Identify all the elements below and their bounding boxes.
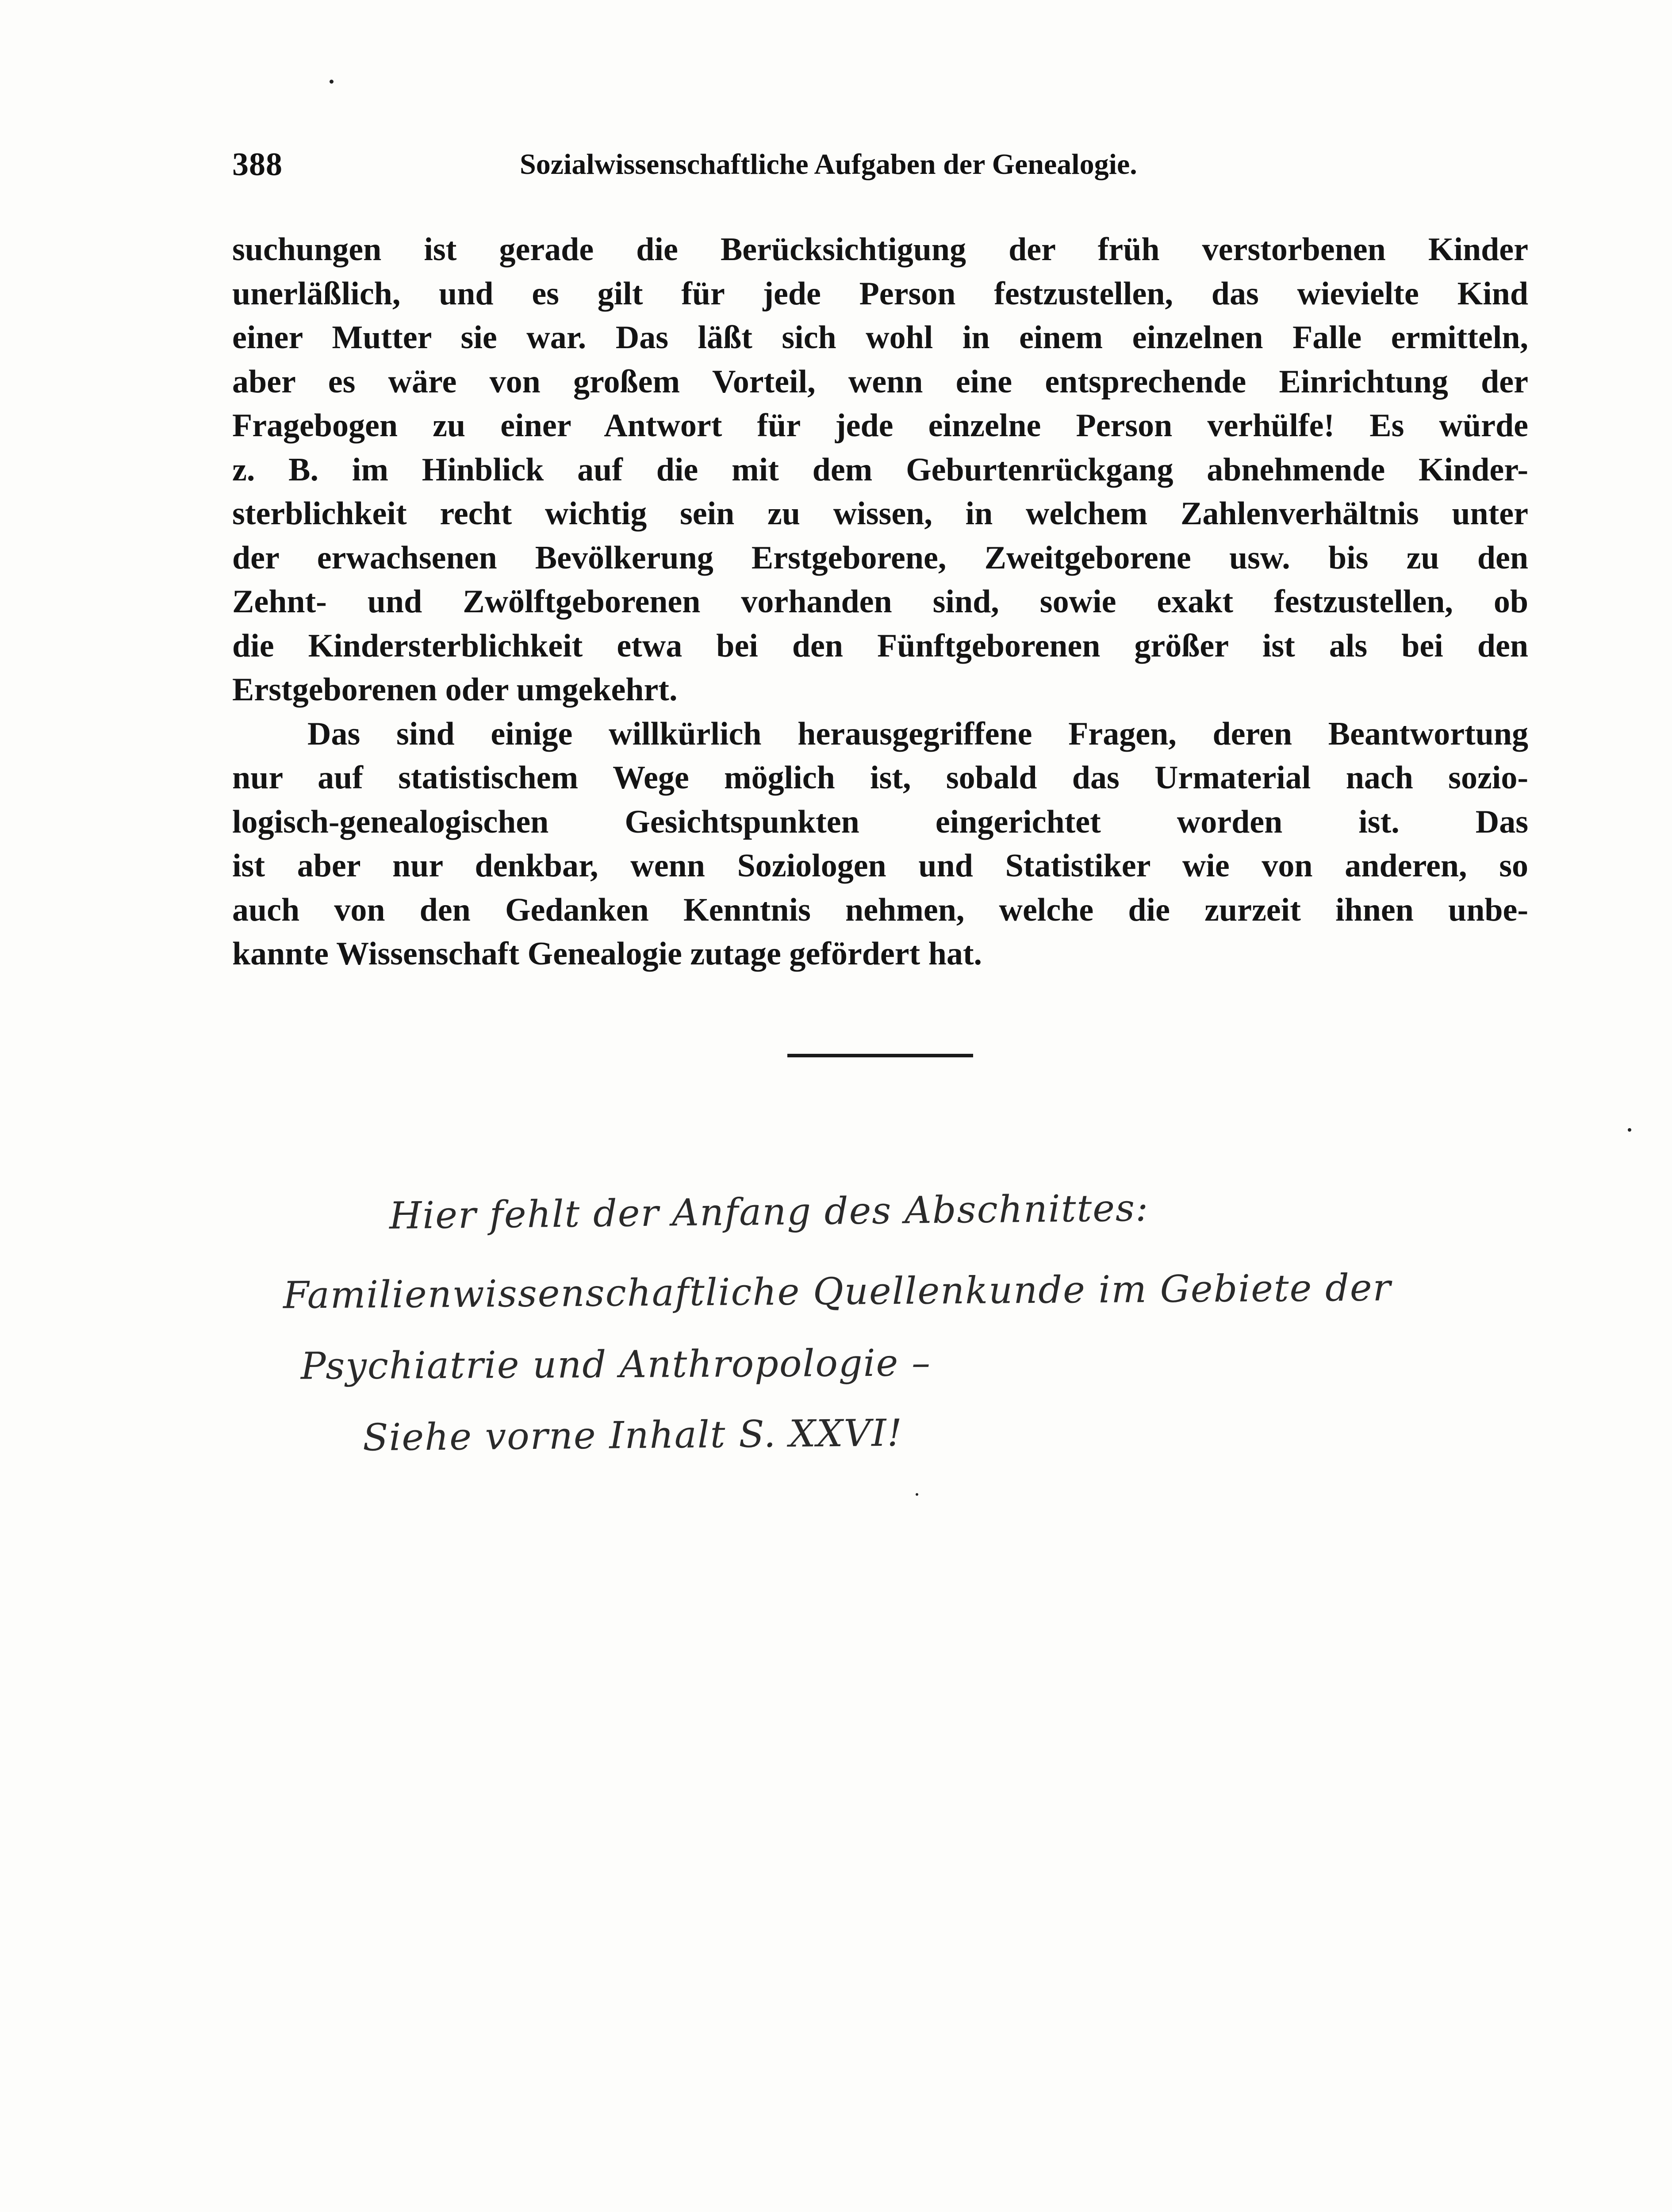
body-text (232, 228, 1528, 976)
text-line: z. B. im Hinblick auf die mit dem Geburtenrückgang abnehmende Kinder- (232, 451, 1528, 488)
text-line: einer Mutter sie war. Das läßt sich wohl in einem einzelnen Falle ermitteln, (232, 319, 1528, 356)
text-line: kannte Wissenschaft Genealogie zutage gefördert hat. (232, 936, 982, 972)
section-divider (787, 1054, 973, 1057)
text-line: suchungen ist gerade die Berücksichtigung der früh verstorbenen Kinder (232, 231, 1528, 268)
paragraph-1 (232, 228, 1528, 712)
scan-speck (916, 1493, 918, 1496)
text-line: die Kindersterblichkeit etwa bei den Fünftgeborenen größer ist als bei den (232, 627, 1528, 664)
handwritten-line: Psychiatrie und Anthropologie – (300, 1341, 932, 1388)
running-title: Sozialwissenschaftliche Aufgaben der Genealogie. (520, 148, 1137, 180)
text-line: nur auf statistischem Wege möglich ist, sobald das Urmaterial nach sozio- (232, 760, 1528, 796)
handwritten-line: Hier fehlt der Anfang des Abschnittes: (389, 1186, 1149, 1237)
text-line: logisch-genealogischen Gesichtspunkten eingerichtet worden ist. Das (232, 803, 1528, 840)
text-line: ist aber nur denkbar, wenn Soziologen und Statistiker wie von anderen, so (232, 848, 1528, 884)
text-line: unerläßlich, und es gilt für jede Person festzustellen, das wievielte Kind (232, 275, 1528, 312)
handwritten-note (283, 1186, 1566, 1500)
handwritten-line: Siehe vorne Inhalt S. XXVI! (362, 1411, 903, 1459)
paragraph-2 (232, 712, 1528, 976)
handwritten-line: Familienwissenschaftliche Quellenkunde im Gebiete der (283, 1266, 1392, 1317)
scan-speck (1628, 1128, 1631, 1132)
text-line: Erstgeborenen oder umgekehrt. (232, 672, 678, 708)
text-line: Fragebogen zu einer Antwort für jede einzelne Person verhülfe! Es würde (232, 407, 1528, 444)
text-line: auch von den Gedanken Kenntnis nehmen, welche die zurzeit ihnen unbe- (232, 891, 1528, 928)
page-number: 388 (232, 146, 283, 183)
text-line: sterblichkeit recht wichtig sein zu wissen, in welchem Zahlenverhältnis unter (232, 495, 1528, 532)
page-header (232, 146, 1524, 195)
text-line: Zehnt- und Zwölftgeborenen vorhanden sind, sowie exakt festzustellen, ob (232, 584, 1528, 620)
text-line: der erwachsenen Bevölkerung Erstgeborene, Zweitgeborene usw. bis zu den (232, 539, 1528, 576)
text-line: Das sind einige willkürlich herausgegriffene Fragen, deren Beantwortung (307, 715, 1528, 752)
scan-speck (330, 80, 334, 84)
text-line: aber es wäre von großem Vorteil, wenn eine entsprechende Einrichtung der (232, 363, 1528, 400)
